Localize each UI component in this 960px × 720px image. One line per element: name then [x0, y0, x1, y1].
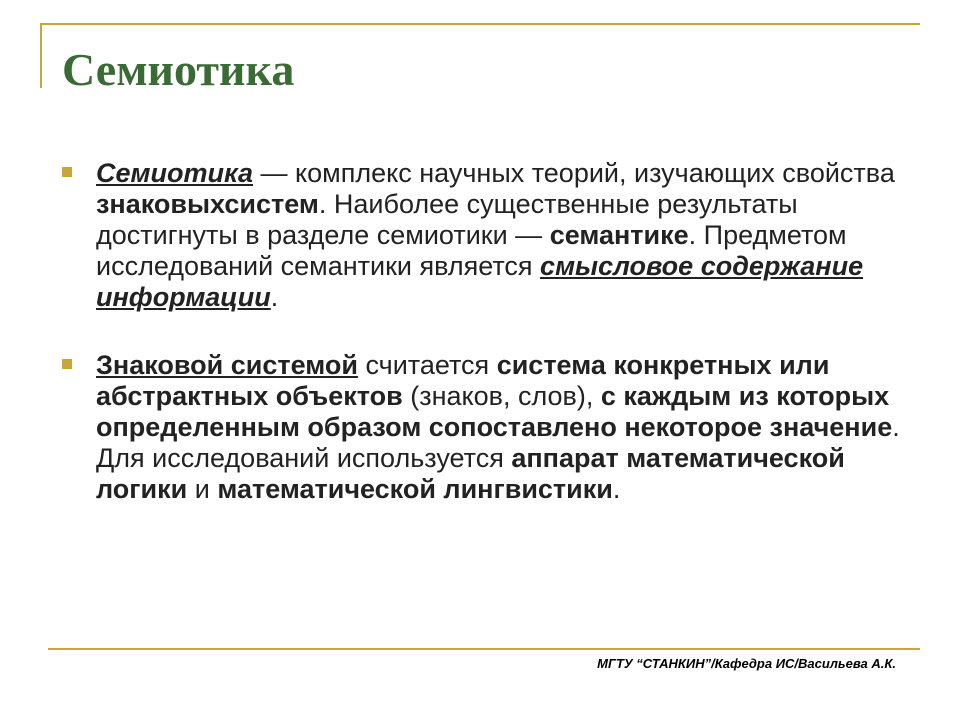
- bullet-text: . Наиболее существенные результаты достигнуты в разделе семиотики —: [96, 189, 798, 250]
- term-semantic-content: смысловое содержание информации: [96, 251, 864, 312]
- bullet-text: .: [612, 474, 621, 504]
- bullet-square-icon: [62, 359, 72, 369]
- bullet-text: . Для исследований используется: [96, 412, 900, 473]
- term-semiotics: Семиотика: [96, 158, 254, 188]
- footer-rule: [48, 648, 920, 650]
- term-sign-system: Знаковой системой: [96, 350, 358, 380]
- bullet-text: — комплекс научных теорий, изучающих свойства: [253, 158, 895, 188]
- bullet-semiotics: [62, 158, 907, 313]
- bullet-text: . Предметом исследований семантики является: [96, 220, 847, 281]
- frame-top-rule: [40, 23, 920, 25]
- bullet-text: .: [270, 282, 279, 312]
- bullet-text: считается: [357, 350, 497, 380]
- bullet-sign-system: [62, 350, 907, 505]
- term-math-logic: аппарат математической логики: [96, 443, 845, 504]
- bullet-text: (знаков, слов),: [402, 381, 601, 411]
- term-semantics: семантике: [549, 220, 689, 250]
- slide-title: Семиотика: [62, 44, 295, 95]
- term-sign-systems: знаковыхсистем: [96, 189, 319, 219]
- bullet-text: и: [187, 474, 218, 504]
- slide-content: [62, 158, 907, 505]
- frame-left-rule: [40, 23, 42, 88]
- term-meaning-mapping: с каждым из которых определенным образом сопоставлено некоторое значение: [96, 381, 893, 442]
- term-math-linguistics: математической лингвистики: [217, 474, 613, 504]
- term-object-system: система конкретных или абстрактных объектов: [96, 350, 830, 411]
- bullet-square-icon: [62, 167, 72, 177]
- slide-footer: МГТУ “СТАНКИН”/Кафедра ИС/Васильева А.К.: [597, 656, 896, 671]
